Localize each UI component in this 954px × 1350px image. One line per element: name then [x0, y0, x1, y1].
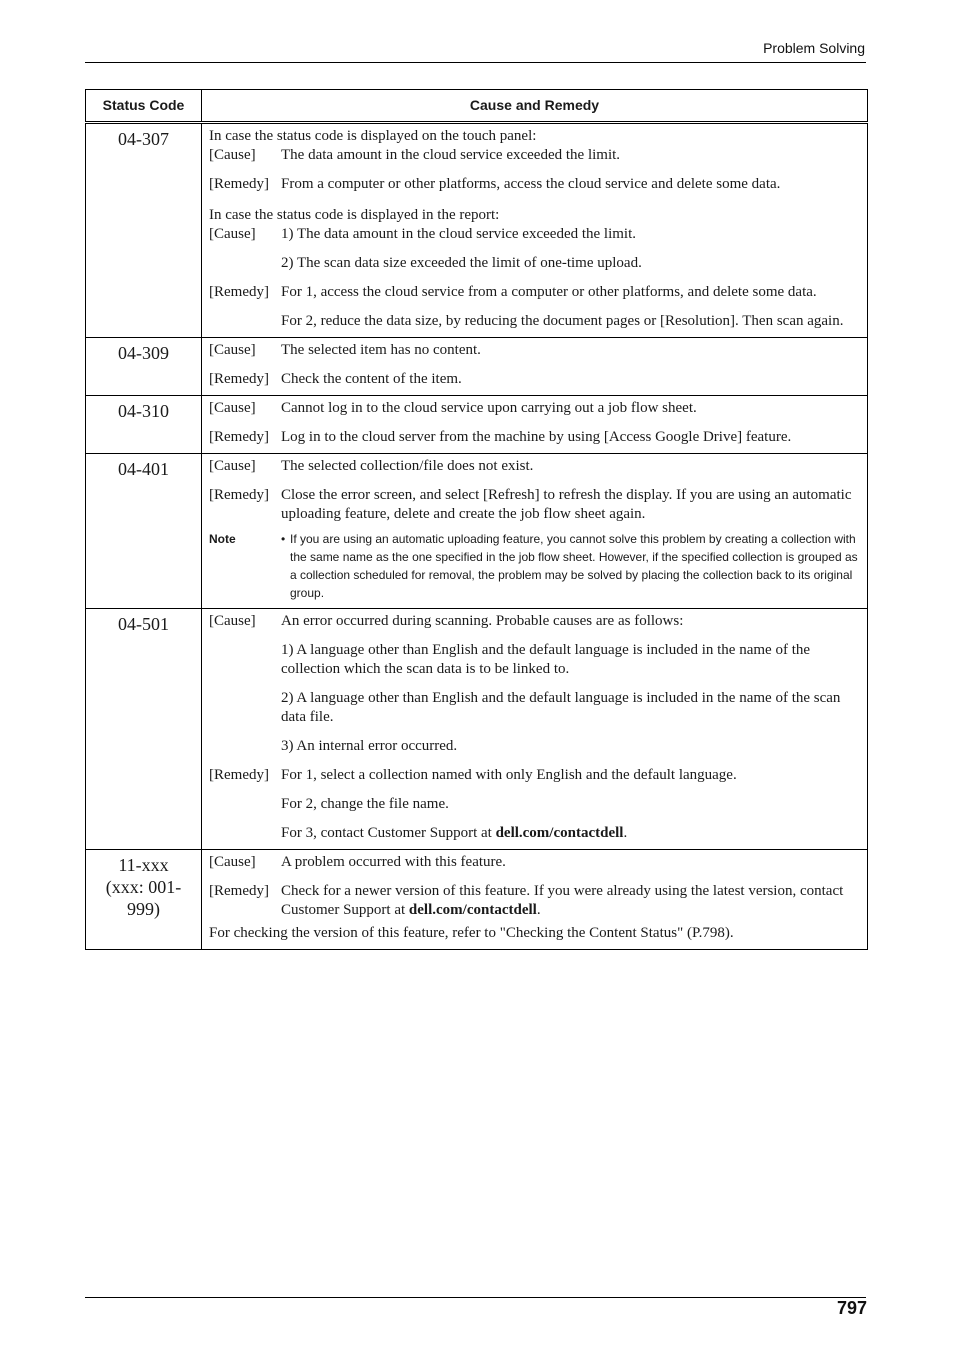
cause-remedy-cell — [202, 338, 868, 396]
table-row — [86, 338, 868, 396]
remedy-text: For 2, change the file name. — [281, 796, 449, 812]
cause-text: The selected item has no content. — [281, 342, 481, 358]
remedy-label: [Remedy] — [209, 767, 269, 783]
bullet-icon: • — [281, 532, 286, 546]
cause-text: 1) The data amount in the cloud service exceeded the limit. — [281, 226, 637, 242]
remedy-suffix: . — [623, 825, 628, 841]
remedy-text — [281, 824, 861, 843]
support-link[interactable]: dell.com/contactdell — [495, 825, 624, 841]
remedy-prefix: Check for a newer version of this feature. If you were already using the latest version, contact Customer Support at — [281, 883, 844, 918]
running-header: Problem Solving — [763, 40, 865, 56]
header-rule — [85, 62, 866, 63]
status-code-line: 999) — [127, 899, 160, 919]
remedy-label: [Remedy] — [209, 371, 269, 387]
remedy-label: [Remedy] — [209, 429, 269, 445]
cause-label: [Cause] — [209, 147, 256, 163]
table-row — [86, 454, 868, 609]
cause-remedy-cell — [202, 850, 868, 950]
cause-text: Cannot log in to the cloud service upon carrying out a job flow sheet. — [281, 400, 697, 416]
support-link[interactable]: dell.com/contactdell — [408, 902, 537, 918]
cause-text: A problem occurred with this feature. — [281, 854, 506, 870]
cause-remedy-cell — [202, 454, 868, 609]
note-body: If you are using an automatic uploading feature, you cannot solve this problem by creating a collection with the same name as the one specified in the job flow sheet. However, if the specified collection is grouped as a collection scheduled for removal, the problem may be solved by placing the collection back to its original group. — [290, 532, 858, 600]
remedy-label: [Remedy] — [209, 176, 269, 192]
remedy-label: [Remedy] — [209, 487, 269, 503]
status-code: 04-307 — [86, 123, 202, 338]
status-code: 04-501 — [86, 609, 202, 850]
remedy-text: From a computer or other platforms, access the cloud service and delete some data. — [281, 176, 781, 192]
note-text — [281, 530, 861, 602]
remedy-text: Check the content of the item. — [281, 371, 462, 387]
cause-label: [Cause] — [209, 458, 256, 474]
footer-rule — [85, 1297, 866, 1298]
remedy-text: Close the error screen, and select [Refresh] to refresh the display. If you are using an automatic uploading feature, delete and create the job flow sheet again. — [281, 487, 852, 522]
cause-label: [Cause] — [209, 613, 256, 629]
intro-text: In case the status code is displayed in the report: — [209, 207, 500, 223]
cause-text: 2) The scan data size exceeded the limit of one-time upload. — [281, 255, 642, 271]
remedy-label: [Remedy] — [209, 284, 269, 300]
table-row — [86, 396, 868, 454]
cause-remedy-cell — [202, 396, 868, 454]
note-block — [209, 530, 861, 602]
footnote-text: For checking the version of this feature, refer to "Checking the Content Status" (P.798). — [209, 925, 734, 941]
cause-text: 2) A language other than English and the default language is included in the name of the scan data file. — [281, 690, 841, 725]
remedy-text: For 1, access the cloud service from a computer or other platforms, and delete some data. — [281, 284, 817, 300]
status-code: 04-309 — [86, 338, 202, 396]
column-header-cause-remedy: Cause and Remedy — [202, 90, 868, 123]
remedy-label: [Remedy] — [209, 883, 269, 899]
cause-text: 3) An internal error occurred. — [281, 738, 458, 754]
status-code-table — [85, 89, 868, 950]
note-label: Note — [209, 532, 236, 546]
cause-label: [Cause] — [209, 854, 256, 870]
status-code: 04-401 — [86, 454, 202, 609]
cause-remedy-cell — [202, 123, 868, 338]
table-row — [86, 850, 868, 950]
remedy-prefix: For 3, contact Customer Support at — [281, 825, 496, 841]
remedy-text: For 2, reduce the data size, by reducing the document pages or [Resolution]. Then scan again. — [281, 313, 844, 329]
cause-text: 1) A language other than English and the default language is included in the name of the collection which the scan data is to be linked to. — [281, 642, 811, 677]
cause-label: [Cause] — [209, 400, 256, 416]
table-header-row — [86, 90, 868, 123]
column-header-status-code: Status Code — [86, 90, 202, 123]
page-number: 797 — [836, 1298, 867, 1318]
table-row — [86, 123, 868, 338]
status-code-line: 11-xxx — [118, 855, 169, 875]
cause-text: The data amount in the cloud service exceeded the limit. — [281, 147, 621, 163]
cause-text: An error occurred during scanning. Probable causes are as follows: — [281, 613, 684, 629]
remedy-text: Log in to the cloud server from the machine by using [Access Google Drive] feature. — [281, 429, 792, 445]
status-code — [86, 850, 202, 950]
cause-label: [Cause] — [209, 342, 256, 358]
intro-text: In case the status code is displayed on the touch panel: — [209, 128, 537, 144]
remedy-text: For 1, select a collection named with only English and the default language. — [281, 767, 737, 783]
cause-text: The selected collection/file does not exist. — [281, 458, 534, 474]
status-code: 04-310 — [86, 396, 202, 454]
remedy-suffix: . — [536, 902, 541, 918]
cause-label: [Cause] — [209, 226, 256, 242]
cause-remedy-cell — [202, 609, 868, 850]
table-row — [86, 609, 868, 850]
status-code-line: (xxx: 001- — [105, 877, 182, 897]
remedy-text — [281, 882, 861, 920]
